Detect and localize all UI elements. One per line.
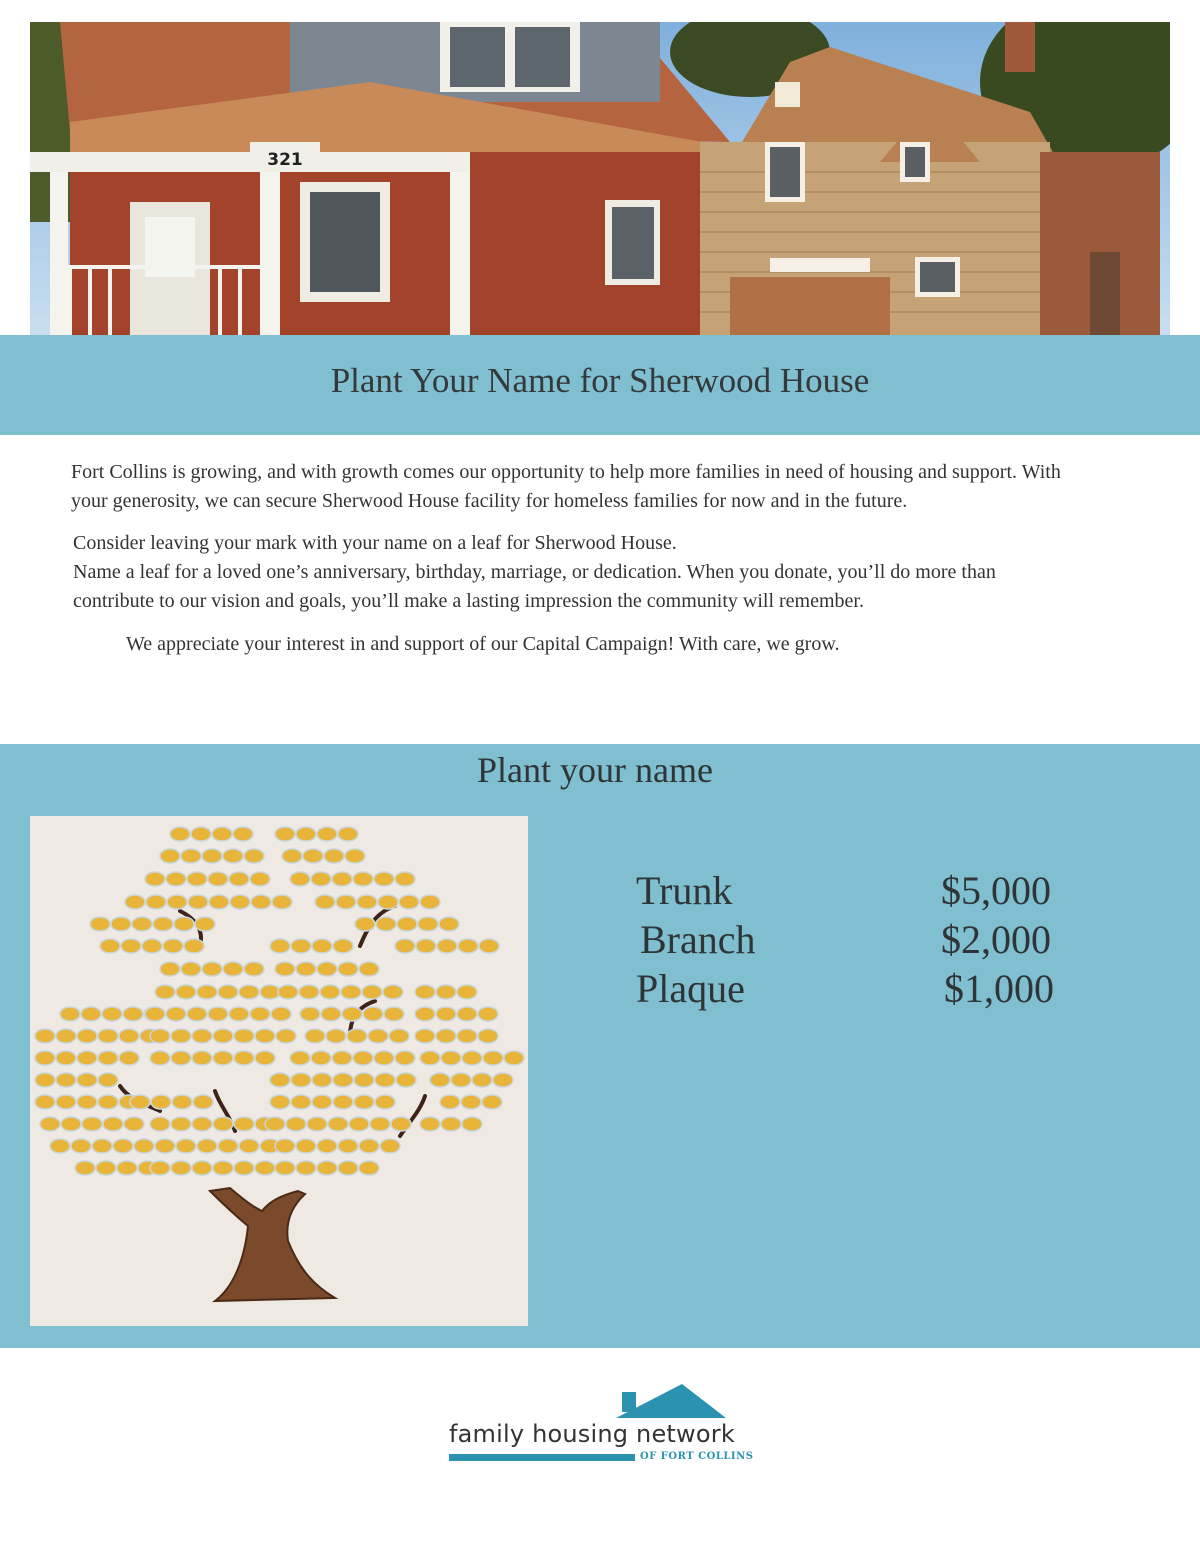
- leaf-plaque-icon: [193, 1095, 213, 1109]
- leaf-plaque-icon: [391, 1117, 411, 1131]
- leaf-plaque-icon: [472, 1073, 492, 1087]
- leaf-plaque-icon: [315, 895, 335, 909]
- intro-paragraph-2: [71, 529, 1071, 616]
- leaf-plaque-icon: [276, 1029, 296, 1043]
- leaf-plaque-icon: [119, 1029, 139, 1043]
- leaf-plaque-icon: [457, 1007, 477, 1021]
- leaf-plaque-icon: [384, 1007, 404, 1021]
- leaf-plaque-icon: [195, 917, 215, 931]
- leaf-plaque-icon: [312, 1095, 332, 1109]
- leaf-plaque-icon: [132, 917, 152, 931]
- intro-paragraph-2-line-2: Name a leaf for a loved one’s anniversary, birthday, marriage, or dedication. When you donate, you’ll do more than contribute to our vision and goals, you’ll make a lasting impression the community will remember.: [73, 561, 996, 612]
- leaf-plaque-icon: [374, 1051, 394, 1065]
- leaf-plaque-icon: [437, 939, 457, 953]
- leaf-plaque-icon: [77, 1095, 97, 1109]
- leaf-plaque-icon: [35, 1051, 55, 1065]
- leaf-plaque-icon: [482, 1095, 502, 1109]
- leaf-plaque-icon: [244, 962, 264, 976]
- leaf-plaque-icon: [125, 895, 145, 909]
- leaf-plaque-icon: [415, 985, 435, 999]
- leaf-plaque-icon: [160, 849, 180, 863]
- donation-level-label: Plaque: [636, 966, 745, 1011]
- leaf-plaque-icon: [170, 827, 190, 841]
- leaf-plaque-icon: [255, 1161, 275, 1175]
- leaf-plaque-icon: [163, 939, 183, 953]
- leaf-plaque-icon: [270, 1073, 290, 1087]
- leaf-plaque-icon: [255, 1051, 275, 1065]
- leaf-plaque-icon: [187, 1007, 207, 1021]
- leaf-plaque-icon: [250, 872, 270, 886]
- logo-subtitle: OF FORT COLLINS: [640, 1451, 754, 1462]
- leaf-plaque-icon: [40, 1117, 60, 1131]
- leaf-plaque-icon: [134, 1139, 154, 1153]
- leaf-plaque-icon: [275, 827, 295, 841]
- leaf-plaque-icon: [389, 1029, 409, 1043]
- leaf-plaque-icon: [483, 1051, 503, 1065]
- leaf-plaque-icon: [172, 1095, 192, 1109]
- leaf-plaque-icon: [299, 985, 319, 999]
- leaf-plaque-icon: [146, 895, 166, 909]
- donor-tree-illustration: [30, 816, 528, 1326]
- leaf-plaque-icon: [420, 1051, 440, 1065]
- leaf-plaque-icon: [332, 1051, 352, 1065]
- leaf-plaque-icon: [333, 1073, 353, 1087]
- leaf-plaque-icon: [111, 917, 131, 931]
- house-illustration: [30, 22, 1170, 335]
- leaf-plaque-icon: [275, 1161, 295, 1175]
- leaf-plaque-icon: [311, 1051, 331, 1065]
- leaf-plaque-icon: [368, 1029, 388, 1043]
- leaf-plaque-icon: [229, 1007, 249, 1021]
- leaf-plaque-icon: [395, 939, 415, 953]
- leaf-plaque-icon: [286, 1117, 306, 1131]
- leaf-plaque-icon: [166, 872, 186, 886]
- leaf-plaque-icon: [124, 1117, 144, 1131]
- leaf-plaque-icon: [278, 985, 298, 999]
- leaf-plaque-icon: [81, 1007, 101, 1021]
- leaf-plaque-icon: [458, 939, 478, 953]
- leaf-plaque-icon: [174, 917, 194, 931]
- leaf-plaque-icon: [345, 849, 365, 863]
- leaf-plaque-icon: [272, 895, 292, 909]
- leaf-plaque-icon: [291, 939, 311, 953]
- leaf-plaque-icon: [61, 1117, 81, 1131]
- leaf-plaque-icon: [82, 1117, 102, 1131]
- leaf-plaque-icon: [317, 1161, 337, 1175]
- leaf-plaque-icon: [338, 962, 358, 976]
- leaf-plaque-icon: [151, 1095, 171, 1109]
- leaf-plaque-icon: [451, 1073, 471, 1087]
- leaf-plaque-icon: [320, 985, 340, 999]
- leaf-plaque-icon: [359, 1161, 379, 1175]
- leaf-plaque-icon: [290, 872, 310, 886]
- leaf-plaque-icon: [150, 1029, 170, 1043]
- leaf-plaque-icon: [324, 849, 344, 863]
- intro-paragraph-3: We appreciate your interest in and support of our Capital Campaign! With care, we grow.: [126, 633, 840, 655]
- leaf-plaque-icon: [130, 1095, 150, 1109]
- leaf-plaque-icon: [333, 939, 353, 953]
- donation-heading: Plant your name: [477, 750, 713, 790]
- donation-levels: [636, 866, 1066, 1013]
- leaf-plaque-icon: [362, 985, 382, 999]
- leaf-plaque-icon: [223, 962, 243, 976]
- leaf-plaque-icon: [399, 895, 419, 909]
- leaf-plaque-icon: [338, 1139, 358, 1153]
- leaf-plaque-icon: [296, 962, 316, 976]
- leaf-plaque-icon: [311, 872, 331, 886]
- leaf-plaque-icon: [383, 985, 403, 999]
- leaf-plaque-icon: [300, 1007, 320, 1021]
- leaf-plaque-icon: [230, 895, 250, 909]
- leaf-plaque-icon: [317, 962, 337, 976]
- leaf-plaque-icon: [191, 827, 211, 841]
- leaf-plaque-icon: [307, 1117, 327, 1131]
- leaf-plaque-icon: [244, 849, 264, 863]
- leaf-plaque-icon: [176, 985, 196, 999]
- leaf-plaque-icon: [56, 1073, 76, 1087]
- leaf-plaque-icon: [303, 849, 323, 863]
- leaf-plaque-icon: [150, 1051, 170, 1065]
- leaf-plaque-icon: [142, 939, 162, 953]
- leaf-plaque-icon: [357, 895, 377, 909]
- leaf-plaque-icon: [270, 939, 290, 953]
- donation-level-label: Branch: [640, 917, 756, 962]
- leaf-plaque-icon: [338, 1161, 358, 1175]
- leaf-plaque-icon: [436, 1007, 456, 1021]
- leaf-plaque-icon: [363, 1007, 383, 1021]
- leaf-plaque-icon: [150, 1117, 170, 1131]
- leaf-plaque-icon: [457, 1029, 477, 1043]
- leaf-plaque-icon: [96, 1161, 116, 1175]
- leaf-plaque-icon: [160, 962, 180, 976]
- leaf-plaque-icon: [77, 1073, 97, 1087]
- leaf-plaque-icon: [171, 1029, 191, 1043]
- leaf-plaque-icon: [420, 1117, 440, 1131]
- intro-paragraph-1: Fort Collins is growing, and with growth comes our opportunity to help more families in need of housing and support. With your generosity, we can secure Sherwood House facility for homeless families for now and in the future.: [71, 461, 1061, 512]
- leaf-plaque-icon: [397, 917, 417, 931]
- leaf-plaque-icon: [291, 1073, 311, 1087]
- leaf-plaque-icon: [234, 1161, 254, 1175]
- leaf-plaque-icon: [166, 1007, 186, 1021]
- leaf-plaque-icon: [98, 1095, 118, 1109]
- leaf-plaque-icon: [355, 917, 375, 931]
- leaf-plaque-icon: [312, 939, 332, 953]
- leaf-plaque-icon: [333, 1095, 353, 1109]
- leaf-plaque-icon: [328, 1117, 348, 1131]
- leaf-plaque-icon: [184, 939, 204, 953]
- leaf-plaque-icon: [77, 1029, 97, 1043]
- leaf-plaque-icon: [251, 895, 271, 909]
- leaf-plaque-icon: [218, 1139, 238, 1153]
- leaf-plaque-icon: [98, 1073, 118, 1087]
- leaf-plaque-icon: [436, 985, 456, 999]
- leaf-plaque-icon: [282, 849, 302, 863]
- leaf-plaque-icon: [153, 917, 173, 931]
- leaf-plaque-icon: [312, 1073, 332, 1087]
- leaf-plaque-icon: [296, 827, 316, 841]
- leaf-plaque-icon: [98, 1029, 118, 1043]
- donor-tree-photo: [30, 816, 528, 1326]
- leaf-plaque-icon: [119, 1051, 139, 1065]
- leaf-plaque-icon: [192, 1029, 212, 1043]
- leaf-plaque-icon: [50, 1139, 70, 1153]
- leaf-plaque-icon: [56, 1029, 76, 1043]
- leaf-plaque-icon: [176, 1139, 196, 1153]
- leaf-plaque-icon: [275, 962, 295, 976]
- leaf-plaque-icon: [347, 1029, 367, 1043]
- leaf-plaque-icon: [336, 895, 356, 909]
- leaf-plaque-icon: [370, 1117, 390, 1131]
- leaf-plaque-icon: [296, 1139, 316, 1153]
- leaf-plaque-icon: [359, 1139, 379, 1153]
- leaf-plaque-icon: [478, 1029, 498, 1043]
- page-title: Plant Your Name for Sherwood House: [330, 361, 870, 400]
- leaf-plaque-icon: [56, 1051, 76, 1065]
- header-photo: [30, 22, 1170, 335]
- leaf-plaque-icon: [430, 1073, 450, 1087]
- leaf-plaque-icon: [167, 895, 187, 909]
- leaf-plaque-icon: [229, 872, 249, 886]
- leaf-plaque-icon: [461, 1095, 481, 1109]
- leaf-plaque-icon: [317, 827, 337, 841]
- leaf-plaque-icon: [171, 1161, 191, 1175]
- leaf-plaque-icon: [171, 1051, 191, 1065]
- leaf-plaque-icon: [100, 939, 120, 953]
- leaf-plaque-icon: [321, 1007, 341, 1021]
- leaf-plaque-icon: [233, 827, 253, 841]
- leaf-plaque-icon: [270, 1095, 290, 1109]
- house-number: 321: [267, 150, 303, 170]
- leaf-plaque-icon: [375, 1095, 395, 1109]
- donation-level-amount: $1,000: [944, 966, 1054, 1011]
- leaf-plaque-icon: [305, 1029, 325, 1043]
- leaf-plaque-icon: [60, 1007, 80, 1021]
- leaf-plaque-icon: [209, 895, 229, 909]
- leaf-plaque-icon: [35, 1029, 55, 1043]
- leaf-plaque-icon: [375, 1073, 395, 1087]
- leaf-plaque-icon: [436, 1029, 456, 1043]
- leaf-plaque-icon: [341, 985, 361, 999]
- intro-paragraph-2-line-1: Consider leaving your mark with your name on a leaf for Sherwood House.: [73, 532, 677, 554]
- leaf-plaque-icon: [354, 1095, 374, 1109]
- leaf-plaque-icon: [234, 1117, 254, 1131]
- leaf-plaque-icon: [197, 985, 217, 999]
- leaf-plaque-icon: [296, 1161, 316, 1175]
- leaf-plaque-icon: [35, 1095, 55, 1109]
- leaf-plaque-icon: [415, 1029, 435, 1043]
- leaf-plaque-icon: [192, 1117, 212, 1131]
- leaf-plaque-icon: [90, 917, 110, 931]
- leaf-plaque-icon: [349, 1117, 369, 1131]
- leaf-plaque-icon: [71, 1139, 91, 1153]
- leaf-plaque-icon: [92, 1139, 112, 1153]
- organization-logo: [446, 1384, 754, 1504]
- leaf-plaque-icon: [192, 1161, 212, 1175]
- leaf-plaque-icon: [354, 1073, 374, 1087]
- leaf-plaque-icon: [395, 872, 415, 886]
- leaf-plaque-icon: [208, 872, 228, 886]
- title-band: [0, 335, 1200, 435]
- leaf-plaque-icon: [478, 1007, 498, 1021]
- leaf-plaque-icon: [271, 1007, 291, 1021]
- leaf-plaque-icon: [35, 1073, 55, 1087]
- leaf-plaque-icon: [291, 1095, 311, 1109]
- leaf-plaque-icon: [208, 1007, 228, 1021]
- leaf-plaque-icon: [493, 1073, 513, 1087]
- leaf-plaque-icon: [213, 1029, 233, 1043]
- leaf-plaque-icon: [188, 895, 208, 909]
- leaf-plaque-icon: [504, 1051, 524, 1065]
- leaf-plaque-icon: [103, 1117, 123, 1131]
- leaf-plaque-icon: [420, 895, 440, 909]
- donation-level-amount: $5,000: [941, 868, 1051, 913]
- donation-level-plaque: [636, 964, 1066, 1013]
- leaf-plaque-icon: [290, 1051, 310, 1065]
- leaf-plaque-icon: [332, 872, 352, 886]
- leaf-plaque-icon: [353, 872, 373, 886]
- leaf-plaque-icon: [359, 962, 379, 976]
- leaf-plaque-icon: [213, 1117, 233, 1131]
- leaf-plaque-icon: [338, 827, 358, 841]
- leaf-plaque-icon: [396, 1073, 416, 1087]
- leaf-plaque-icon: [239, 985, 259, 999]
- house-roof-icon: [446, 1384, 750, 1424]
- donation-level-label: Trunk: [636, 868, 733, 913]
- leaf-plaque-icon: [218, 985, 238, 999]
- leaf-plaque-icon: [462, 1117, 482, 1131]
- leaf-plaque-icon: [187, 872, 207, 886]
- leaf-plaque-icon: [202, 962, 222, 976]
- leaf-plaque-icon: [265, 1117, 285, 1131]
- leaf-plaque-icon: [441, 1117, 461, 1131]
- leaf-plaque-icon: [462, 1051, 482, 1065]
- leaf-plaque-icon: [113, 1139, 133, 1153]
- donation-band: [0, 744, 1200, 1348]
- leaf-plaque-icon: [155, 985, 175, 999]
- leaf-plaque-icon: [117, 1161, 137, 1175]
- leaf-plaque-icon: [98, 1051, 118, 1065]
- leaf-plaque-icon: [395, 1051, 415, 1065]
- leaf-plaque-icon: [457, 985, 477, 999]
- leaf-plaque-icon: [326, 1029, 346, 1043]
- leaf-plaque-icon: [255, 1029, 275, 1043]
- logo-name: family housing network: [449, 1420, 735, 1448]
- leaf-plaque-icon: [77, 1051, 97, 1065]
- donation-level-trunk: [636, 866, 1066, 915]
- leaf-plaque-icon: [171, 1117, 191, 1131]
- leaf-plaque-icon: [441, 1051, 461, 1065]
- leaf-plaque-icon: [479, 939, 499, 953]
- leaf-plaque-icon: [213, 1161, 233, 1175]
- leaf-plaque-icon: [380, 1139, 400, 1153]
- leaf-plaque-icon: [260, 985, 280, 999]
- donation-level-branch: [636, 915, 1066, 964]
- leaf-plaque-icon: [234, 1029, 254, 1043]
- leaf-plaque-icon: [275, 1139, 295, 1153]
- leaf-plaque-icon: [353, 1051, 373, 1065]
- leaf-plaque-icon: [342, 1007, 362, 1021]
- leaf-plaque-icon: [317, 1139, 337, 1153]
- leaf-plaque-icon: [418, 917, 438, 931]
- leaf-plaque-icon: [145, 872, 165, 886]
- leaf-plaque-icon: [202, 849, 222, 863]
- leaf-plaque-icon: [378, 895, 398, 909]
- leaf-plaque-icon: [121, 939, 141, 953]
- leaf-plaque-icon: [440, 1095, 460, 1109]
- leaf-plaque-icon: [250, 1007, 270, 1021]
- leaf-plaque-icon: [439, 917, 459, 931]
- leaf-plaque-icon: [212, 827, 232, 841]
- leaf-plaque-icon: [56, 1095, 76, 1109]
- leaf-plaque-icon: [102, 1007, 122, 1021]
- intro-text: [71, 458, 1071, 659]
- leaf-plaque-icon: [181, 962, 201, 976]
- leaf-plaque-icon: [75, 1161, 95, 1175]
- leaf-plaque-icon: [416, 939, 436, 953]
- leaf-plaque-icon: [197, 1139, 217, 1153]
- logo-underline: [449, 1454, 635, 1461]
- leaf-plaque-icon: [223, 849, 243, 863]
- leaf-plaque-icon: [239, 1139, 259, 1153]
- leaf-plaque-icon: [374, 872, 394, 886]
- leaf-plaque-icon: [123, 1007, 143, 1021]
- leaf-plaque-icon: [213, 1051, 233, 1065]
- leaf-plaque-icon: [181, 849, 201, 863]
- leaf-plaque-icon: [376, 917, 396, 931]
- leaf-plaque-icon: [145, 1007, 165, 1021]
- donation-level-amount: $2,000: [941, 917, 1051, 962]
- leaf-plaque-icon: [415, 1007, 435, 1021]
- leaf-plaque-icon: [155, 1139, 175, 1153]
- leaf-plaque-icon: [234, 1051, 254, 1065]
- leaf-plaque-icon: [150, 1161, 170, 1175]
- leaf-plaque-icon: [192, 1051, 212, 1065]
